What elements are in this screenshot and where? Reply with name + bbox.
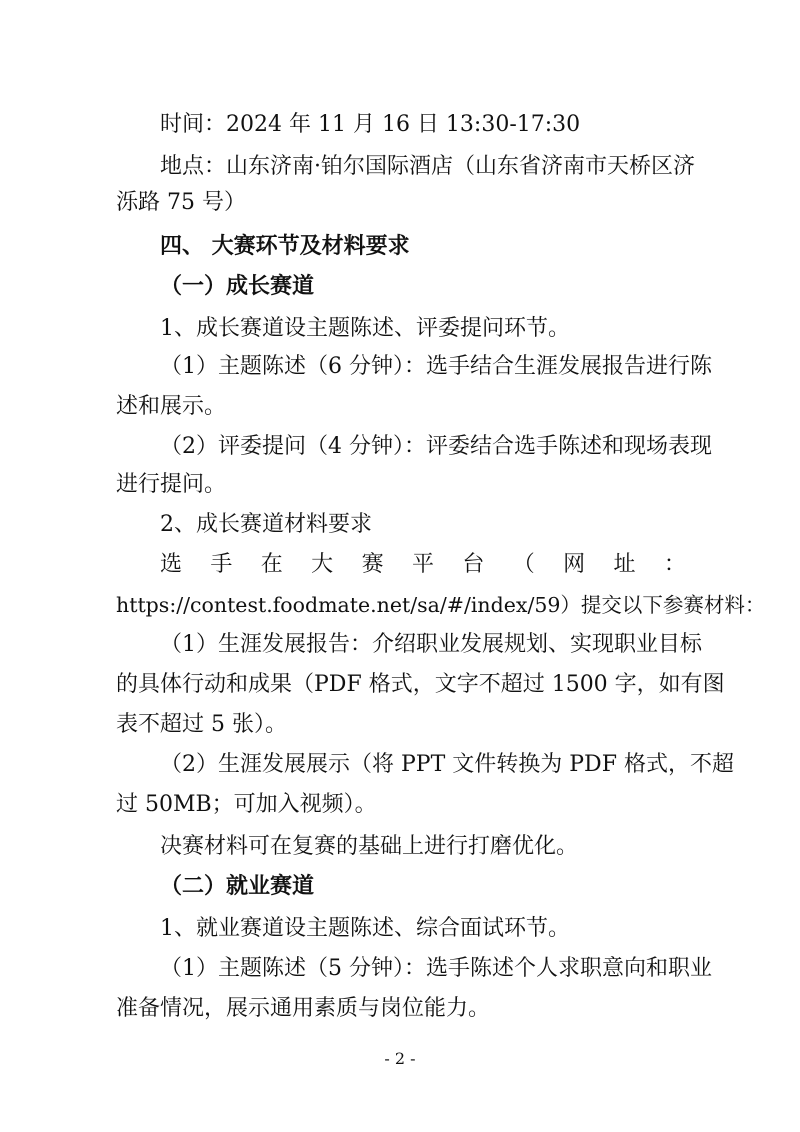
time-line: 时间：2024 年 11 月 16 日 13:30-17:30 bbox=[160, 112, 581, 137]
section-heading-4: 四、 大赛环节及材料要求 bbox=[160, 234, 410, 259]
spread-char: 台 bbox=[462, 552, 485, 577]
paragraph-line: 1、成长赛道设主题陈述、评委提问环节。 bbox=[160, 316, 570, 341]
paragraph-line: （1）主题陈述（5 分钟）：选手陈述个人求职意向和职业 bbox=[160, 956, 712, 981]
spread-char: ： bbox=[663, 552, 686, 577]
paragraph-line: 准备情况，展示通用素质与岗位能力。 bbox=[116, 996, 491, 1021]
paragraph-line: （1）生涯发展报告：介绍职业发展规划、实现职业目标 bbox=[160, 632, 702, 657]
subsection-heading-employment: （二）就业赛道 bbox=[160, 874, 315, 899]
page-number: - 2 - bbox=[384, 1049, 416, 1068]
paragraph-line: 述和展示。 bbox=[116, 394, 227, 419]
paragraph-line: 进行提问。 bbox=[116, 472, 227, 497]
paragraph-line: 过 50MB；可加入视频）。 bbox=[116, 792, 377, 817]
spread-char: 选 bbox=[160, 552, 183, 577]
spread-char: 大 bbox=[311, 552, 334, 577]
paragraph-line: 决赛材料可在复赛的基础上进行打磨优化。 bbox=[160, 834, 579, 859]
paragraph-line: 2、成长赛道材料要求 bbox=[160, 512, 372, 537]
spread-char: 网 bbox=[563, 552, 586, 577]
spread-char: 址 bbox=[613, 552, 636, 577]
paragraph-line: （2）生涯发展展示（将 PPT 文件转换为 PDF 格式，不超 bbox=[160, 752, 734, 777]
paragraph-line: 1、就业赛道设主题陈述、综合面试环节。 bbox=[160, 916, 570, 941]
location-line-cont: 泺路 75 号） bbox=[116, 190, 246, 215]
url-line: https://contest.foodmate.net/sa/#/index/59）提交以下参赛材料： bbox=[116, 593, 766, 617]
paragraph-line: （1）主题陈述（6 分钟）：选手结合生涯发展报告进行陈 bbox=[160, 354, 712, 379]
spread-char: 手 bbox=[210, 552, 233, 577]
paragraph-line: 表不超过 5 张）。 bbox=[116, 712, 287, 737]
paragraph-line: （2）评委提问（4 分钟）：评委结合选手陈述和现场表现 bbox=[160, 434, 712, 459]
paragraph-line: 的具体行动和成果（PDF 格式，文字不超过 1500 字，如有图 bbox=[116, 672, 725, 697]
spread-char: 在 bbox=[260, 552, 283, 577]
spread-char: （ bbox=[512, 552, 535, 577]
location-line: 地点：山东济南·铂尔国际酒店（山东省济南市天桥区济 bbox=[160, 154, 695, 179]
spread-char: 赛 bbox=[361, 552, 384, 577]
spread-char: 平 bbox=[411, 552, 434, 577]
subsection-heading-growth: （一）成长赛道 bbox=[160, 274, 315, 299]
platform-spread-line bbox=[160, 550, 686, 580]
